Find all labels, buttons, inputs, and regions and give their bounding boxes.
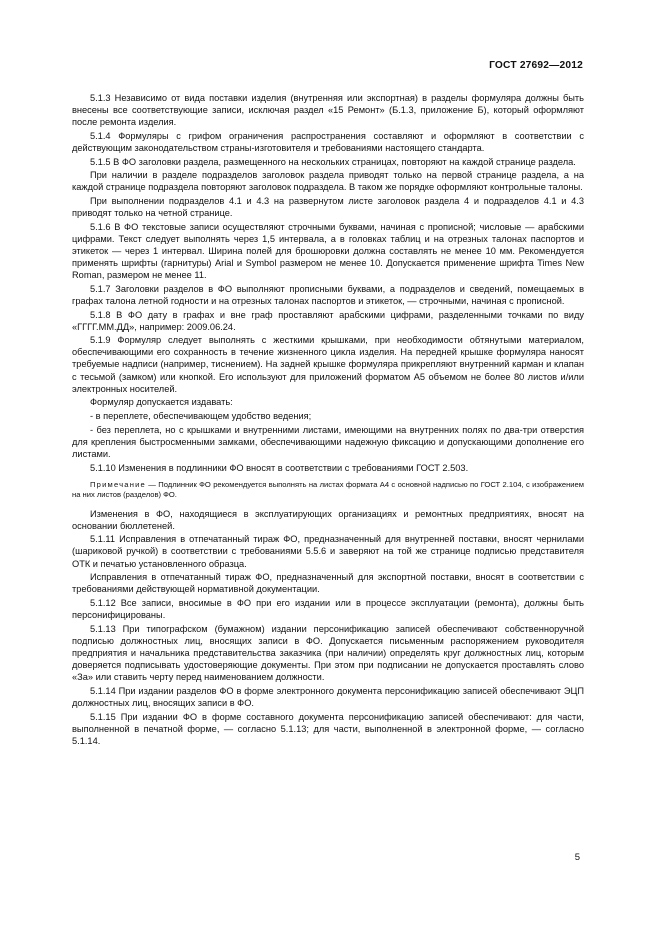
paragraph-5-1-11: 5.1.11 Исправления в отпечатанный тираж ФО, предназначенный для внутренней поставки, вносят чернилами (шариковой ручкой) в соответствии с требованиями 5.5.6 и заверяют на той же странице подписью представителя ОТК и печатью установленного образца. (72, 534, 584, 569)
paragraph-5-1-7: 5.1.7 Заголовки разделов в ФО выполняют прописными буквами, а подразделов и сведений, помещаемых в графах талона летной годности и на отрезных талонах паспортов и этикеток, — строчными, начиная с прописной. (72, 283, 584, 306)
paragraph-5-1-10: 5.1.10 Изменения в подлинники ФО вносят в соответствии с требованиями ГОСТ 2.503. (90, 462, 469, 473)
paragraph-5-1-5: 5.1.5 В ФО заголовки раздела, размещенного на нескольких страницах, повторяют на каждой странице раздела. (90, 156, 576, 167)
paragraphs-before-note (72, 92, 584, 474)
list-item: - без переплета, но с крышками и внутренними листами, имеющими на внутренних полях по два-три отверстия для крепления быстросменными замками, обеспечивающими надежную фиксацию и допускающими дополнение его листами. (72, 424, 584, 459)
paragraph: Исправления в отпечатанный тираж ФО, предназначенный для экспортной поставки, вносят в соответствии с требованиями действующей нормативной документации. (72, 572, 584, 595)
paragraph-5-1-8: 5.1.8 В ФО дату в графах и вне граф проставляют арабскими цифрами, разделенными точками по виду «ГГГГ.ММ.ДД», например: 2009.06.24. (72, 309, 584, 332)
list-item: - в переплете, обеспечивающем удобство ведения; (90, 411, 312, 422)
note-text: — Подлинник ФО рекомендуется выполнять на листах формата А4 с основной надписью по ГОСТ 2.104, с изображением на них листов (разделов) ФО. (72, 479, 584, 499)
paragraph-5-1-13: 5.1.13 При типографском (бумажном) издании персонификацию записей обеспечивают собственноручной подписью должностных лиц, вносящих записи в ФО. Допускается письменным распоряжением руководителя предприятия и начальника представительства заказчика (при наличии) определять круг должностных лиц, которым доверяется подписывать удостоверяющие документы. При этом при подписании не допускается проставлять слово «За» или ставить черту перед наименованием должности. (72, 623, 584, 683)
paragraph-5-1-12: 5.1.12 Все записи, вносимые в ФО при его издании или в процессе эксплуатации (ремонта), должны быть персонифицированы. (72, 598, 584, 621)
note (72, 480, 584, 500)
paragraph-5-1-3: 5.1.3 Независимо от вида поставки изделия (внутренняя или экспортная) в разделы формуляра должны быть внесены все соответствующие записи, исключая раздел «15 Ремонт» (Б.1.3, приложение Б), который оформляют после ремонта изделия. (72, 93, 584, 128)
paragraph-5-1-4: 5.1.4 Формуляры с грифом ограничения распространения составляют и оформляют в соответствии с действующим законодательством страны-изготовителя и требованиями настоящего стандарта. (72, 130, 584, 153)
paragraphs-after-note (72, 508, 584, 747)
paragraph-5-1-6: 5.1.6 В ФО текстовые записи осуществляют строчными буквами, начиная с прописной; числовые — арабскими цифрами. Текст следует выполнять через 1,5 интервала, а в головках таблиц и на отрезных талонах паспортов и этикеток — через 1 интервал. Ширина полей для брошюровки должна составлять не менее 10 мм. Рекомендуется применять шрифты (гарнитуры) Arial и Symbol размером не менее 10. Допускается применение шрифта Times New Roman, размером не менее 11. (72, 221, 584, 281)
paragraph-5-1-14: 5.1.14 При издании разделов ФО в форме электронного документа персонификацию записей обеспечивают ЭЦП должностных лиц, вносящих записи в ФО. (72, 685, 584, 708)
paragraph: При наличии в разделе подразделов заголовок раздела приводят только на первой странице раздела, а на каждой странице подраздела повторяют заголовок подраздела. В таком же порядке оформляют контрольные талоны. (72, 170, 584, 193)
note-label: Примечание (90, 479, 146, 489)
paragraph: Формуляр допускается издавать: (90, 397, 233, 408)
standard-header: ГОСТ 27692—2012 (489, 60, 583, 71)
paragraph-5-1-15: 5.1.15 При издании ФО в форме составного документа персонификацию записей обеспечивают: для части, выполненной в печатной форме, — согласно 5.1.13; для части, выполненной в электронной форме, — согласно 5.1.14. (72, 711, 584, 746)
paragraph: При выполнении подразделов 4.1 и 4.3 на развернутом листе заголовок раздела 4 и подразделов 4.1 и 4.3 приводят только на четной странице. (72, 196, 584, 219)
page-body (72, 92, 584, 748)
paragraph: Изменения в ФО, находящиеся в эксплуатирующих организациях и ремонтных предприятиях, вносят на основании бюллетеней. (72, 508, 584, 531)
paragraph-5-1-9: 5.1.9 Формуляр следует выполнять с жесткими крышками, при необходимости обтянутыми материалом, обеспечивающими его сохранность в течение жизненного цикла изделия. На передней крышке формуляра наносят требуемые надписи (например, тиснением). На задней крышке формуляра прикрепляют внутренний карман и клапан с тесьмой (замком) или кнопкой. Его используют для приложений форматом А5 объемом не более 80 листов и/или электронных носителей. (72, 335, 584, 394)
page-number: 5 (574, 852, 580, 863)
